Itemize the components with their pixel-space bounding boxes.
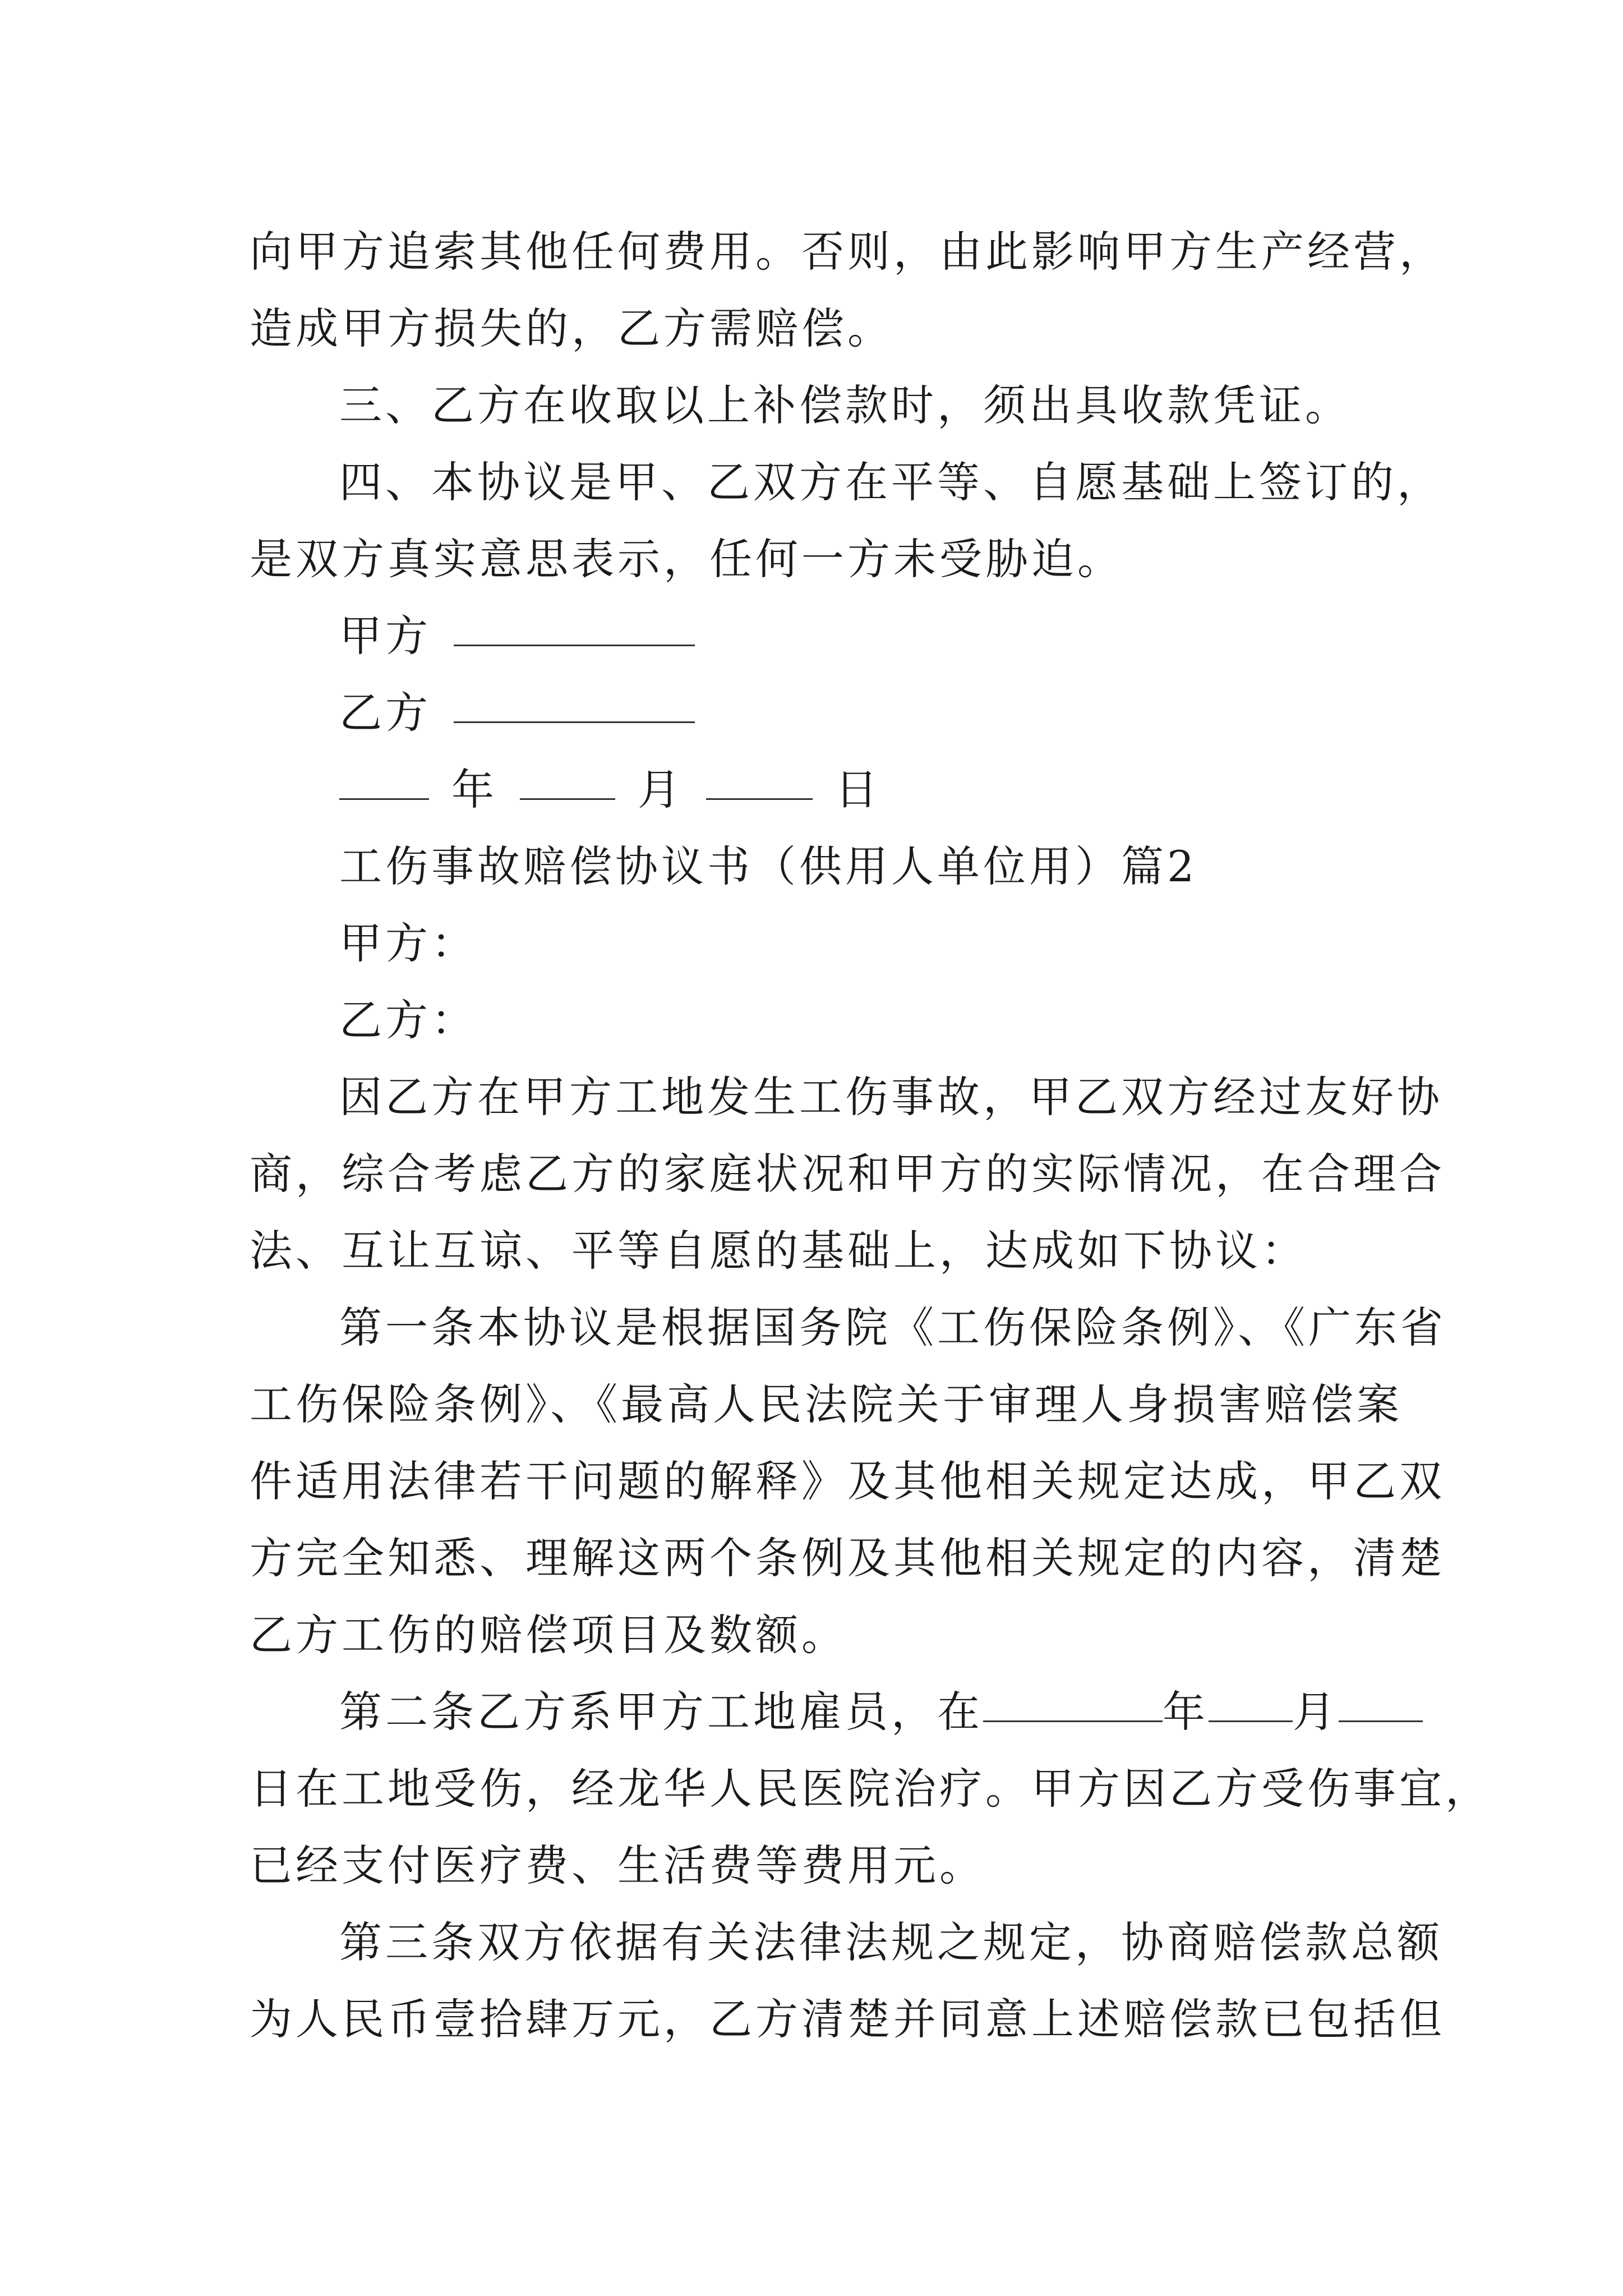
month-label: 月 <box>638 765 684 815</box>
signature-label: 甲方 <box>339 611 431 661</box>
clause-four: 四、本协议是甲、乙双方在平等、自愿基础上签订的， <box>339 457 1443 507</box>
injury-day-blank[interactable] <box>1339 1681 1423 1722</box>
text-line: 商，综合考虑乙方的家庭状况和甲方的实际情况，在合理合 <box>250 1149 1445 1199</box>
month-blank[interactable] <box>520 759 615 800</box>
section-title: 工伤事故赔偿协议书（供用人单位用）篇2 <box>339 841 1198 891</box>
text-line: 向甲方追索其他任何费用。否则，由此影响甲方生产经营， <box>250 227 1445 277</box>
article-two <box>250 1673 1382 1750</box>
text-line: 造成甲方损失的，乙方需赔偿。 <box>250 303 893 353</box>
document-body <box>250 213 1491 2058</box>
article-two-text: 第二条乙方系甲方工地雇员，在 <box>339 1687 983 1737</box>
text-line: 是双方真实意思表示，任何一方未受胁迫。 <box>250 534 1123 584</box>
intro-paragraph: 因乙方在甲方工地发生工伤事故，甲乙双方经过友好协 <box>339 1072 1443 1122</box>
injury-year-blank[interactable] <box>983 1681 1163 1722</box>
clause-three: 三、乙方在收取以上补偿款时，须出具收款凭证。 <box>339 380 1351 430</box>
text-line: 法、互让互谅、平等自愿的基础上，达成如下协议： <box>250 1226 1307 1276</box>
article-three: 第三条双方依据有关法律法规之规定，协商赔偿款总额 <box>339 1917 1443 1967</box>
month-label: 月 <box>1293 1687 1339 1737</box>
party-b-label: 乙方： <box>339 995 477 1045</box>
signature-blank[interactable] <box>454 682 695 723</box>
text-line: 件适用法律若干问题的解释》及其他相关规定达成，甲乙双 <box>250 1456 1445 1506</box>
text-line: 已经支付医疗费、生活费等费用元。 <box>250 1841 985 1890</box>
text-line: 为人民币壹拾肆万元，乙方清楚并同意上述赔偿款已包括但 <box>250 1994 1445 2044</box>
article-one: 第一条本协议是根据国务院《工伤保险条例》、《广东省 <box>339 1303 1446 1352</box>
text-line: 乙方工伤的赔偿项目及数额。 <box>250 1610 847 1660</box>
day-blank[interactable] <box>706 759 813 800</box>
signature-party-b <box>250 674 1382 751</box>
year-label: 年 <box>1163 1687 1209 1737</box>
signature-blank[interactable] <box>454 605 695 646</box>
party-a-label: 甲方： <box>339 918 477 968</box>
year-label: 年 <box>451 765 497 815</box>
year-blank[interactable] <box>339 759 429 800</box>
text-line: 方完全知悉、理解这两个条例及其他相关规定的内容，清楚 <box>250 1533 1445 1583</box>
date-line <box>250 751 1382 828</box>
signature-label: 乙方 <box>339 688 431 738</box>
day-label: 日 <box>835 765 881 815</box>
text-line: 日在工地受伤，经龙华人民医院治疗。甲方因乙方受伤事宜， <box>250 1764 1491 1814</box>
injury-month-blank[interactable] <box>1209 1681 1293 1722</box>
text-line: 工伤保险条例》、《最高人民法院关于审理人身损害赔偿案 <box>250 1379 1403 1429</box>
signature-party-a <box>250 597 1382 674</box>
